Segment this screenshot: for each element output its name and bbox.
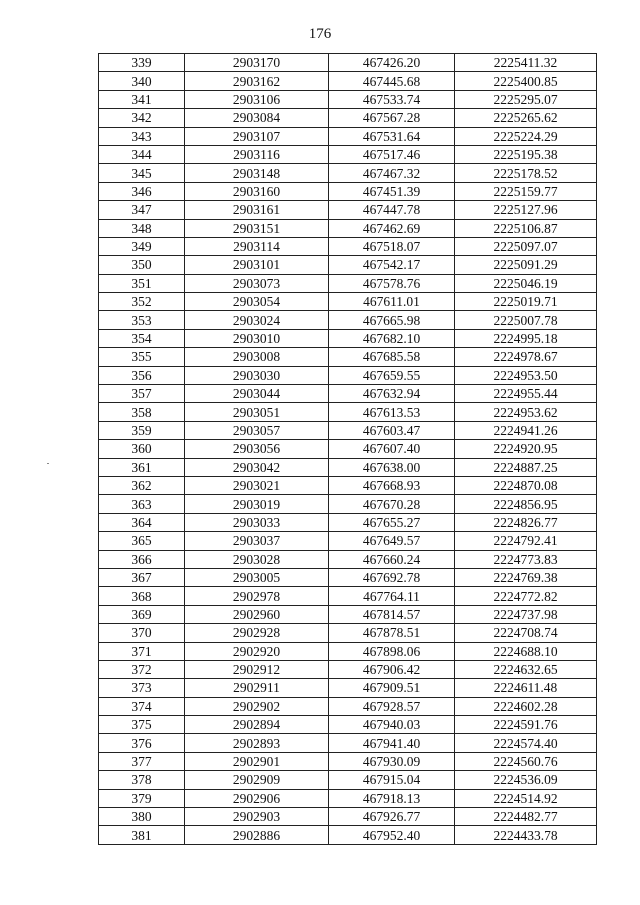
x-coordinate-cell: 467692.78 [329, 568, 455, 586]
y-coordinate-cell: 2224688.10 [455, 642, 597, 660]
point-id-cell: 2902901 [185, 752, 329, 770]
y-coordinate-cell: 2225019.71 [455, 293, 597, 311]
y-coordinate-cell: 2224536.09 [455, 771, 597, 789]
table-row [99, 293, 597, 311]
table-row [99, 605, 597, 623]
table-row [99, 182, 597, 200]
point-number-cell: 349 [99, 237, 185, 255]
table-row [99, 624, 597, 642]
point-number-cell: 366 [99, 550, 185, 568]
x-coordinate-cell: 467462.69 [329, 219, 455, 237]
x-coordinate-cell: 467952.40 [329, 826, 455, 844]
point-number-cell: 339 [99, 54, 185, 72]
y-coordinate-cell: 2224482.77 [455, 808, 597, 826]
x-coordinate-cell: 467906.42 [329, 660, 455, 678]
x-coordinate-cell: 467682.10 [329, 329, 455, 347]
point-number-cell: 367 [99, 568, 185, 586]
point-id-cell: 2902960 [185, 605, 329, 623]
point-id-cell: 2903148 [185, 164, 329, 182]
table-row [99, 826, 597, 844]
y-coordinate-cell: 2224632.65 [455, 660, 597, 678]
y-coordinate-cell: 2224887.25 [455, 458, 597, 476]
point-id-cell: 2902928 [185, 624, 329, 642]
point-number-cell: 342 [99, 109, 185, 127]
table-row [99, 348, 597, 366]
x-coordinate-cell: 467930.09 [329, 752, 455, 770]
coordinates-table [98, 53, 597, 845]
table-row [99, 734, 597, 752]
point-id-cell: 2902920 [185, 642, 329, 660]
point-id-cell: 2903107 [185, 127, 329, 145]
y-coordinate-cell: 2225411.32 [455, 54, 597, 72]
point-id-cell: 2902912 [185, 660, 329, 678]
table-row [99, 532, 597, 550]
point-id-cell: 2903116 [185, 145, 329, 163]
x-coordinate-cell: 467638.00 [329, 458, 455, 476]
table-row [99, 421, 597, 439]
y-coordinate-cell: 2224769.38 [455, 568, 597, 586]
point-id-cell: 2902911 [185, 679, 329, 697]
x-coordinate-cell: 467467.32 [329, 164, 455, 182]
x-coordinate-cell: 467909.51 [329, 679, 455, 697]
point-number-cell: 340 [99, 72, 185, 90]
point-number-cell: 344 [99, 145, 185, 163]
table-row [99, 716, 597, 734]
point-number-cell: 346 [99, 182, 185, 200]
point-id-cell: 2903084 [185, 109, 329, 127]
y-coordinate-cell: 2224941.26 [455, 421, 597, 439]
x-coordinate-cell: 467915.04 [329, 771, 455, 789]
point-number-cell: 341 [99, 90, 185, 108]
point-id-cell: 2903170 [185, 54, 329, 72]
x-coordinate-cell: 467517.46 [329, 145, 455, 163]
point-id-cell: 2903073 [185, 274, 329, 292]
point-id-cell: 2902894 [185, 716, 329, 734]
point-id-cell: 2902902 [185, 697, 329, 715]
point-number-cell: 355 [99, 348, 185, 366]
table-row [99, 752, 597, 770]
y-coordinate-cell: 2224602.28 [455, 697, 597, 715]
table-row [99, 274, 597, 292]
x-coordinate-cell: 467814.57 [329, 605, 455, 623]
table-row [99, 72, 597, 90]
point-id-cell: 2902909 [185, 771, 329, 789]
point-id-cell: 2903114 [185, 237, 329, 255]
point-id-cell: 2903005 [185, 568, 329, 586]
x-coordinate-cell: 467655.27 [329, 513, 455, 531]
point-id-cell: 2902886 [185, 826, 329, 844]
table-row [99, 90, 597, 108]
y-coordinate-cell: 2224856.95 [455, 495, 597, 513]
point-id-cell: 2902906 [185, 789, 329, 807]
point-id-cell: 2903160 [185, 182, 329, 200]
x-coordinate-cell: 467447.78 [329, 201, 455, 219]
table-row [99, 403, 597, 421]
x-coordinate-cell: 467567.28 [329, 109, 455, 127]
point-number-cell: 377 [99, 752, 185, 770]
y-coordinate-cell: 2224772.82 [455, 587, 597, 605]
point-id-cell: 2903037 [185, 532, 329, 550]
table-row [99, 476, 597, 494]
y-coordinate-cell: 2225178.52 [455, 164, 597, 182]
table-row [99, 385, 597, 403]
table-row [99, 568, 597, 586]
table-row [99, 54, 597, 72]
point-number-cell: 373 [99, 679, 185, 697]
x-coordinate-cell: 467668.93 [329, 476, 455, 494]
table-row [99, 109, 597, 127]
point-number-cell: 357 [99, 385, 185, 403]
point-number-cell: 379 [99, 789, 185, 807]
x-coordinate-cell: 467632.94 [329, 385, 455, 403]
point-id-cell: 2903028 [185, 550, 329, 568]
table-row [99, 789, 597, 807]
point-number-cell: 371 [99, 642, 185, 660]
y-coordinate-cell: 2224953.62 [455, 403, 597, 421]
y-coordinate-cell: 2225159.77 [455, 182, 597, 200]
point-number-cell: 381 [99, 826, 185, 844]
table-row [99, 329, 597, 347]
y-coordinate-cell: 2224591.76 [455, 716, 597, 734]
point-number-cell: 368 [99, 587, 185, 605]
point-id-cell: 2903008 [185, 348, 329, 366]
point-number-cell: 370 [99, 624, 185, 642]
point-number-cell: 365 [99, 532, 185, 550]
table-row [99, 237, 597, 255]
table-row [99, 550, 597, 568]
y-coordinate-cell: 2224773.83 [455, 550, 597, 568]
table-row [99, 256, 597, 274]
point-number-cell: 348 [99, 219, 185, 237]
point-number-cell: 360 [99, 440, 185, 458]
table-row [99, 145, 597, 163]
scan-speck [47, 463, 49, 464]
x-coordinate-cell: 467445.68 [329, 72, 455, 90]
table-row [99, 513, 597, 531]
y-coordinate-cell: 2224953.50 [455, 366, 597, 384]
point-number-cell: 376 [99, 734, 185, 752]
point-id-cell: 2903019 [185, 495, 329, 513]
table-row [99, 127, 597, 145]
point-number-cell: 372 [99, 660, 185, 678]
y-coordinate-cell: 2225097.07 [455, 237, 597, 255]
x-coordinate-cell: 467578.76 [329, 274, 455, 292]
point-id-cell: 2903033 [185, 513, 329, 531]
y-coordinate-cell: 2224955.44 [455, 385, 597, 403]
x-coordinate-cell: 467531.64 [329, 127, 455, 145]
y-coordinate-cell: 2224920.95 [455, 440, 597, 458]
y-coordinate-cell: 2225106.87 [455, 219, 597, 237]
point-number-cell: 350 [99, 256, 185, 274]
x-coordinate-cell: 467533.74 [329, 90, 455, 108]
point-id-cell: 2903057 [185, 421, 329, 439]
y-coordinate-cell: 2224708.74 [455, 624, 597, 642]
y-coordinate-cell: 2224560.76 [455, 752, 597, 770]
point-id-cell: 2903151 [185, 219, 329, 237]
x-coordinate-cell: 467603.47 [329, 421, 455, 439]
x-coordinate-cell: 467659.55 [329, 366, 455, 384]
point-id-cell: 2903162 [185, 72, 329, 90]
point-id-cell: 2903010 [185, 329, 329, 347]
point-number-cell: 354 [99, 329, 185, 347]
x-coordinate-cell: 467918.13 [329, 789, 455, 807]
point-number-cell: 358 [99, 403, 185, 421]
point-number-cell: 359 [99, 421, 185, 439]
point-id-cell: 2903044 [185, 385, 329, 403]
x-coordinate-cell: 467542.17 [329, 256, 455, 274]
point-number-cell: 364 [99, 513, 185, 531]
x-coordinate-cell: 467607.40 [329, 440, 455, 458]
point-id-cell: 2903030 [185, 366, 329, 384]
y-coordinate-cell: 2224737.98 [455, 605, 597, 623]
y-coordinate-cell: 2225265.62 [455, 109, 597, 127]
x-coordinate-cell: 467649.57 [329, 532, 455, 550]
y-coordinate-cell: 2225127.96 [455, 201, 597, 219]
table-row [99, 458, 597, 476]
point-id-cell: 2903106 [185, 90, 329, 108]
y-coordinate-cell: 2224611.48 [455, 679, 597, 697]
point-id-cell: 2903042 [185, 458, 329, 476]
x-coordinate-cell: 467660.24 [329, 550, 455, 568]
table-row [99, 808, 597, 826]
table-row [99, 660, 597, 678]
y-coordinate-cell: 2225046.19 [455, 274, 597, 292]
x-coordinate-cell: 467941.40 [329, 734, 455, 752]
point-id-cell: 2903024 [185, 311, 329, 329]
point-number-cell: 351 [99, 274, 185, 292]
x-coordinate-cell: 467928.57 [329, 697, 455, 715]
point-id-cell: 2903051 [185, 403, 329, 421]
y-coordinate-cell: 2224995.18 [455, 329, 597, 347]
x-coordinate-cell: 467665.98 [329, 311, 455, 329]
y-coordinate-cell: 2224792.41 [455, 532, 597, 550]
table-row [99, 164, 597, 182]
point-id-cell: 2903054 [185, 293, 329, 311]
point-number-cell: 356 [99, 366, 185, 384]
point-number-cell: 352 [99, 293, 185, 311]
x-coordinate-cell: 467878.51 [329, 624, 455, 642]
point-number-cell: 378 [99, 771, 185, 789]
point-number-cell: 380 [99, 808, 185, 826]
y-coordinate-cell: 2224514.92 [455, 789, 597, 807]
point-number-cell: 361 [99, 458, 185, 476]
point-id-cell: 2903021 [185, 476, 329, 494]
x-coordinate-cell: 467613.53 [329, 403, 455, 421]
y-coordinate-cell: 2225224.29 [455, 127, 597, 145]
x-coordinate-cell: 467685.58 [329, 348, 455, 366]
x-coordinate-cell: 467926.77 [329, 808, 455, 826]
point-id-cell: 2902903 [185, 808, 329, 826]
table-row [99, 642, 597, 660]
point-number-cell: 347 [99, 201, 185, 219]
y-coordinate-cell: 2225091.29 [455, 256, 597, 274]
point-number-cell: 353 [99, 311, 185, 329]
point-number-cell: 345 [99, 164, 185, 182]
y-coordinate-cell: 2224870.08 [455, 476, 597, 494]
y-coordinate-cell: 2225007.78 [455, 311, 597, 329]
point-id-cell: 2903101 [185, 256, 329, 274]
point-number-cell: 369 [99, 605, 185, 623]
table-row [99, 679, 597, 697]
point-number-cell: 374 [99, 697, 185, 715]
point-number-cell: 362 [99, 476, 185, 494]
point-id-cell: 2903161 [185, 201, 329, 219]
x-coordinate-cell: 467764.11 [329, 587, 455, 605]
table-row [99, 366, 597, 384]
table-body [99, 54, 597, 845]
x-coordinate-cell: 467518.07 [329, 237, 455, 255]
x-coordinate-cell: 467670.28 [329, 495, 455, 513]
y-coordinate-cell: 2225195.38 [455, 145, 597, 163]
point-id-cell: 2902893 [185, 734, 329, 752]
x-coordinate-cell: 467611.01 [329, 293, 455, 311]
y-coordinate-cell: 2224574.40 [455, 734, 597, 752]
y-coordinate-cell: 2225400.85 [455, 72, 597, 90]
table-row [99, 587, 597, 605]
table-row [99, 697, 597, 715]
y-coordinate-cell: 2224978.67 [455, 348, 597, 366]
point-id-cell: 2902978 [185, 587, 329, 605]
x-coordinate-cell: 467940.03 [329, 716, 455, 734]
x-coordinate-cell: 467451.39 [329, 182, 455, 200]
x-coordinate-cell: 467426.20 [329, 54, 455, 72]
table-row [99, 771, 597, 789]
point-number-cell: 375 [99, 716, 185, 734]
table-row [99, 219, 597, 237]
table-row [99, 440, 597, 458]
point-number-cell: 363 [99, 495, 185, 513]
table-row [99, 201, 597, 219]
y-coordinate-cell: 2224826.77 [455, 513, 597, 531]
x-coordinate-cell: 467898.06 [329, 642, 455, 660]
page-number: 176 [308, 26, 332, 42]
y-coordinate-cell: 2224433.78 [455, 826, 597, 844]
y-coordinate-cell: 2225295.07 [455, 90, 597, 108]
table-row [99, 495, 597, 513]
point-id-cell: 2903056 [185, 440, 329, 458]
table-row [99, 311, 597, 329]
point-number-cell: 343 [99, 127, 185, 145]
